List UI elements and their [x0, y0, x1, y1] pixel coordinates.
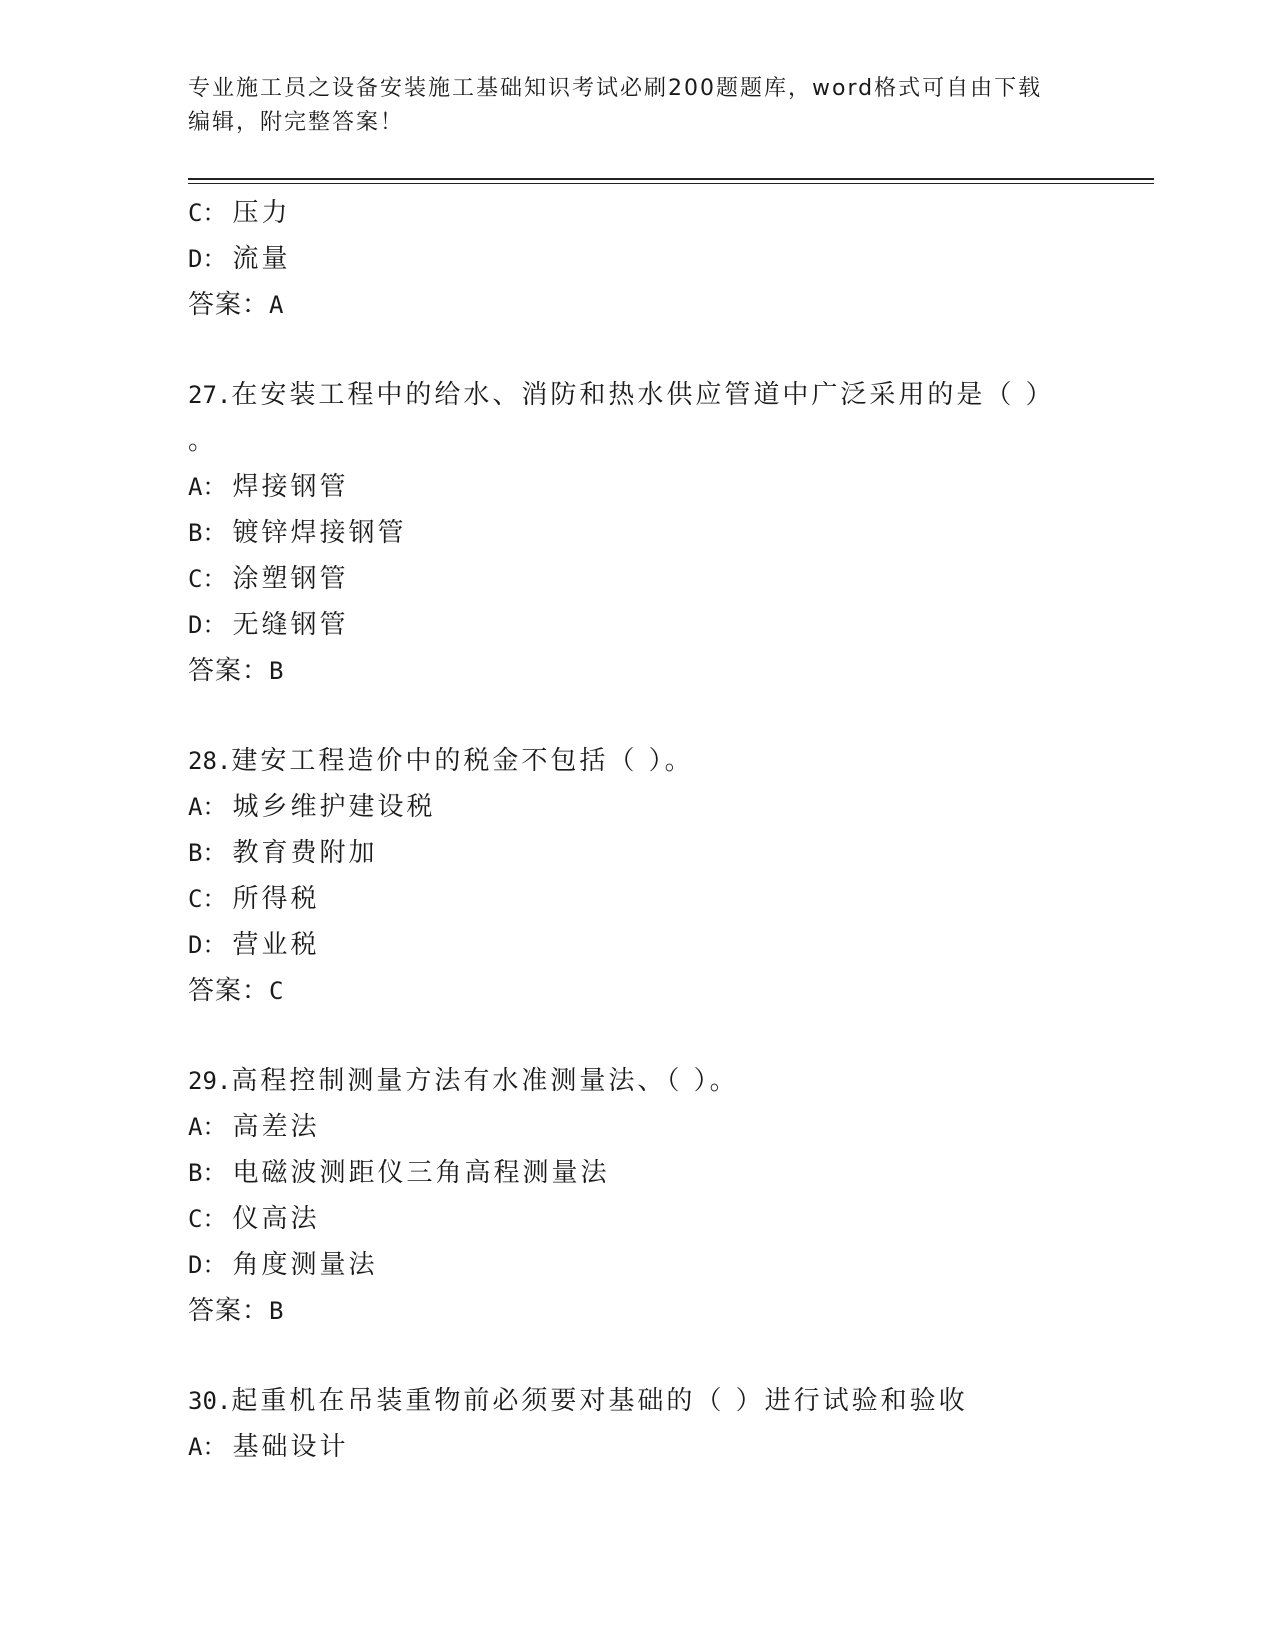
- header-line-2: 编辑，附完整答案！: [188, 110, 405, 135]
- header-line-1: 专业施工员之设备安装施工基础知识考试必刷200题题库，word格式可自由下载: [188, 76, 1043, 101]
- document-header: [188, 72, 1068, 140]
- option-text: 仪高法: [232, 1204, 320, 1234]
- option-c: [188, 1196, 1148, 1242]
- header-divider-thick: [188, 178, 1154, 180]
- question-text: 起重机在吊装重物前必须要对基础的（ ）进行试验和验收: [231, 1386, 968, 1416]
- answer-value: B: [269, 657, 285, 685]
- option-d: [188, 922, 1148, 968]
- answer-line: [188, 648, 1148, 694]
- option-c: [188, 190, 1148, 236]
- question-stem-continuation: 。: [188, 426, 218, 456]
- question-list: [188, 190, 1148, 1470]
- answer-value: C: [269, 977, 285, 1005]
- answer-label: 答案：: [188, 290, 270, 320]
- question-30: [188, 1378, 1148, 1470]
- question-26-tail: [188, 190, 1148, 328]
- option-text: 高差法: [232, 1112, 320, 1142]
- header-divider-thin: [188, 183, 1154, 184]
- question-number: 28.: [188, 747, 232, 775]
- option-c: [188, 876, 1148, 922]
- option-text: 流量: [232, 244, 291, 274]
- option-key: C：: [188, 1205, 227, 1233]
- option-text: 教育费附加: [232, 838, 378, 868]
- option-text: 城乡维护建设税: [232, 792, 436, 822]
- question-number: 30.: [188, 1387, 232, 1415]
- option-a: [188, 1104, 1148, 1150]
- option-c: [188, 556, 1148, 602]
- question-stem: [188, 738, 1148, 784]
- answer-label: 答案：: [188, 1296, 270, 1326]
- question-number: 27.: [188, 381, 232, 409]
- option-text: 电磁波测距仪三角高程测量法: [232, 1158, 610, 1188]
- question-text: 建安工程造价中的税金不包括（ ）。: [231, 746, 694, 776]
- option-key: A：: [188, 473, 227, 501]
- option-key: A：: [188, 793, 227, 821]
- answer-value: B: [269, 1297, 285, 1325]
- option-key: A：: [188, 1113, 227, 1141]
- answer-line: [188, 282, 1148, 328]
- option-key: D：: [188, 1251, 227, 1279]
- option-key: C：: [188, 199, 227, 227]
- option-b: [188, 510, 1148, 556]
- option-d: [188, 602, 1148, 648]
- question-stem: [188, 1058, 1148, 1104]
- option-text: 所得税: [232, 884, 320, 914]
- question-stem: [188, 1378, 1148, 1424]
- option-key: D：: [188, 931, 227, 959]
- option-key: D：: [188, 611, 227, 639]
- option-key: B：: [188, 1159, 227, 1187]
- answer-label: 答案：: [188, 976, 270, 1006]
- question-stem: [188, 372, 1148, 418]
- question-text: 在安装工程中的给水、消防和热水供应管道中广泛采用的是（ ）: [231, 380, 1055, 410]
- option-key: D：: [188, 245, 227, 273]
- option-text: 焊接钢管: [232, 472, 349, 502]
- option-text: 无缝钢管: [232, 610, 349, 640]
- answer-value: A: [269, 291, 285, 319]
- answer-line: [188, 968, 1148, 1014]
- option-text: 角度测量法: [232, 1250, 378, 1280]
- option-key: C：: [188, 565, 227, 593]
- answer-label: 答案：: [188, 656, 270, 686]
- question-text: 高程控制测量方法有水准测量法、（ ）。: [231, 1066, 739, 1096]
- option-text: 压力: [232, 198, 291, 228]
- option-b: [188, 830, 1148, 876]
- question-number: 29.: [188, 1067, 232, 1095]
- option-text: 镀锌焊接钢管: [232, 518, 407, 548]
- question-27: [188, 372, 1148, 694]
- question-29: [188, 1058, 1148, 1334]
- option-a: [188, 1424, 1148, 1470]
- option-d: [188, 1242, 1148, 1288]
- answer-line: [188, 1288, 1148, 1334]
- option-b: [188, 1150, 1148, 1196]
- option-text: 基础设计: [232, 1432, 349, 1462]
- option-text: 营业税: [232, 930, 320, 960]
- question-28: [188, 738, 1148, 1014]
- option-a: [188, 784, 1148, 830]
- option-key: C：: [188, 885, 227, 913]
- option-d: [188, 236, 1148, 282]
- option-text: 涂塑钢管: [232, 564, 349, 594]
- option-key: B：: [188, 519, 227, 547]
- option-a: [188, 464, 1148, 510]
- option-key: A：: [188, 1433, 227, 1461]
- option-key: B：: [188, 839, 227, 867]
